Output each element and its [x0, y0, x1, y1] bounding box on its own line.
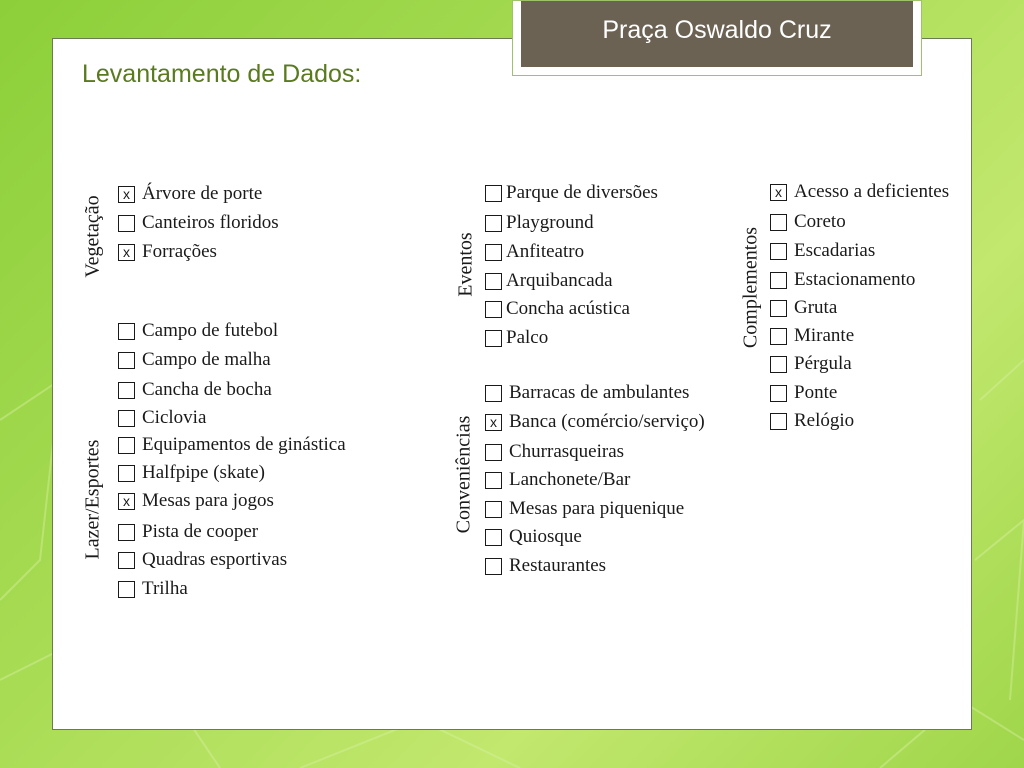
checklist-item: Pérgula: [770, 353, 852, 375]
group-label-eventos: Eventos: [454, 232, 477, 297]
checkbox: [770, 356, 787, 373]
checkbox: x: [118, 186, 135, 203]
checkbox: [485, 385, 502, 402]
checkbox: [770, 272, 787, 289]
checkbox: [118, 382, 135, 399]
checkbox: [770, 413, 787, 430]
checkbox: [118, 410, 135, 427]
checklist-item: Quadras esportivas: [118, 549, 287, 571]
checkbox: x: [118, 244, 135, 261]
checklist-item: Ciclovia: [118, 407, 206, 429]
checkbox: [770, 385, 787, 402]
checklist-item: Parque de diversões: [485, 182, 658, 204]
checkbox: [485, 273, 502, 290]
checklist-item: Estacionamento: [770, 269, 915, 291]
checklist-item: Mirante: [770, 325, 854, 347]
checklist-item: Coreto: [770, 211, 846, 233]
checklist-item: Palco: [485, 327, 548, 349]
checklist-item: Churrasqueiras: [485, 441, 624, 463]
checkbox: [485, 330, 502, 347]
checkbox: [118, 465, 135, 482]
checklist-item: Equipamentos de ginástica: [118, 434, 346, 456]
slide-title: Praça Oswaldo Cruz: [521, 1, 913, 67]
checkbox: [485, 301, 502, 318]
checkbox: [485, 501, 502, 518]
checkbox: [770, 328, 787, 345]
checklist-item: Concha acústica: [485, 298, 630, 320]
checklist-item: Anfiteatro: [485, 241, 584, 263]
checklist-item: Barracas de ambulantes: [485, 382, 689, 404]
checklist-item: Lanchonete/Bar: [485, 469, 630, 491]
group-label-vegetacao: Vegetação: [81, 195, 104, 278]
checkbox: [118, 437, 135, 454]
checkbox: [770, 300, 787, 317]
checklist-item: Ponte: [770, 382, 837, 404]
group-label-complementos: Complementos: [739, 226, 762, 349]
checklist-item: Halfpipe (skate): [118, 462, 265, 484]
checklist-item: Restaurantes: [485, 555, 606, 577]
checkbox: [485, 529, 502, 546]
group-label-conveniencias: Conveniências: [452, 415, 475, 534]
checklist-item: Pista de cooper: [118, 521, 258, 543]
checklist-item: x Forrações: [118, 241, 217, 263]
checklist-item: x Banca (comércio/serviço): [485, 411, 705, 433]
checklist-item: Cancha de bocha: [118, 379, 272, 401]
checklist-item: x Árvore de porte: [118, 183, 262, 205]
checkbox: x: [770, 184, 787, 201]
checkbox: [118, 323, 135, 340]
checklist-item: Campo de malha: [118, 349, 271, 371]
group-label-lazer-esportes: Lazer/Esportes: [81, 439, 104, 560]
checklist-item: Canteiros floridos: [118, 212, 279, 234]
checklist-item: Mesas para piquenique: [485, 498, 684, 520]
checklist-item: x Mesas para jogos: [118, 490, 274, 512]
checkbox: x: [485, 414, 502, 431]
checkbox: [118, 215, 135, 232]
checklist-item: Quiosque: [485, 526, 582, 548]
checklist-item: Campo de futebol: [118, 320, 278, 342]
checkbox: [118, 352, 135, 369]
checklist-item: Escadarias: [770, 240, 875, 262]
checkbox: [485, 558, 502, 575]
checkbox: x: [118, 493, 135, 510]
checklist-item: Gruta: [770, 297, 837, 319]
checkbox: [118, 552, 135, 569]
checkbox: [118, 524, 135, 541]
checklist-item: Relógio: [770, 410, 854, 432]
checkbox: [485, 215, 502, 232]
checklist-item: Trilha: [118, 578, 188, 600]
checkbox: [485, 244, 502, 261]
checklist-item: Arquibancada: [485, 270, 613, 292]
checkbox: [770, 243, 787, 260]
checkbox: [485, 472, 502, 489]
checklist-item: x Acesso a deficientes: [770, 181, 949, 203]
slide-subtitle: Levantamento de Dados:: [82, 60, 362, 88]
checklist-item: Playground: [485, 212, 594, 234]
checkbox: [485, 444, 502, 461]
title-tab: [512, 0, 922, 76]
checkbox: [118, 581, 135, 598]
checkbox: [770, 214, 787, 231]
checkbox: [485, 185, 502, 202]
